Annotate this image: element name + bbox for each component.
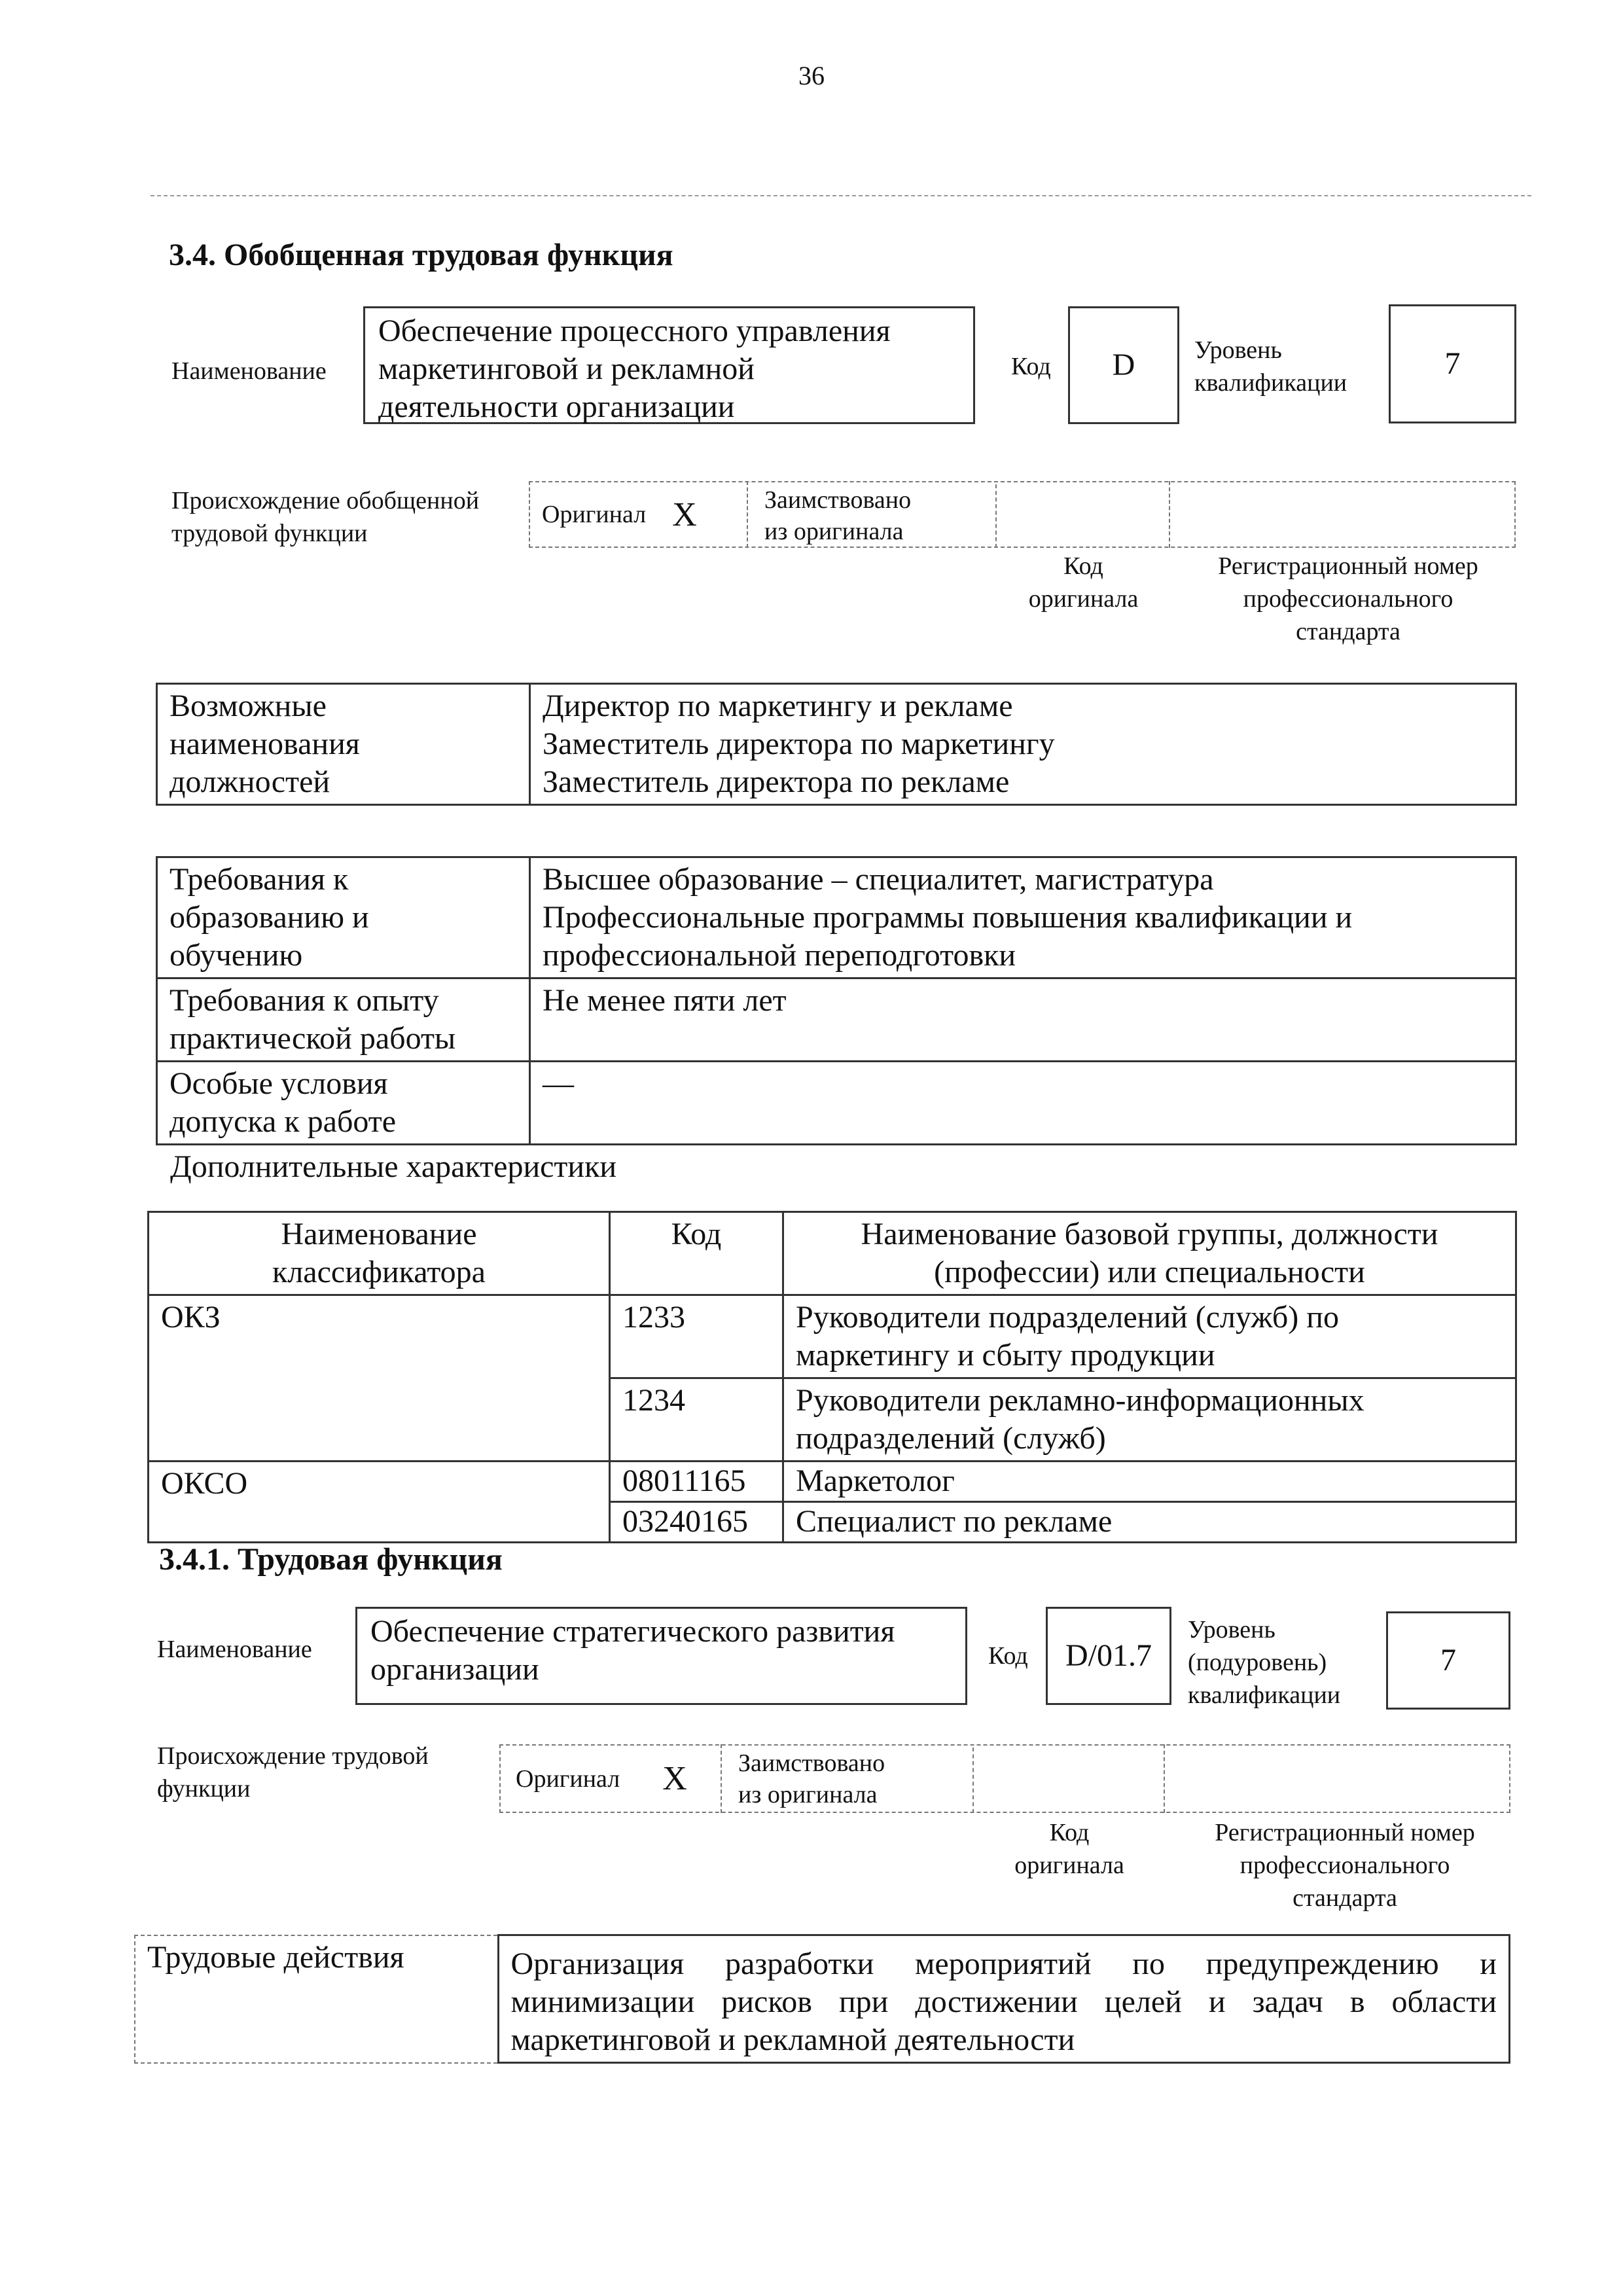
code-original-cell (997, 481, 1170, 548)
req-label (157, 857, 530, 978)
reg-number-caption (1175, 1816, 1515, 1914)
caption-line: Код (1049, 1819, 1090, 1846)
positions-values (530, 684, 1516, 805)
code-value: D/01.7 (1065, 1638, 1152, 1673)
borrowed-cell (722, 1748, 974, 1813)
table-row (157, 857, 1516, 978)
borrowed-line: из оригинала (738, 1781, 878, 1808)
level-value-box (1389, 304, 1516, 423)
position-item: Заместитель директора по маркетингу (543, 726, 1055, 761)
level-label (1188, 1613, 1340, 1712)
code-cell: 1234 (610, 1378, 783, 1462)
borrowed-line: из оригинала (764, 518, 904, 545)
extra-title: Дополнительные характеристики (170, 1149, 617, 1184)
header-line: классификатора (272, 1255, 486, 1289)
borrowed-line: Заимствовано (764, 486, 912, 514)
origin-label-line: функции (157, 1775, 251, 1803)
caption-line: стандарта (1296, 618, 1400, 645)
name-cell (783, 1502, 1516, 1543)
caption-line: оригинала (1028, 585, 1139, 613)
code-value: D (1112, 348, 1135, 382)
origin-label-line: Происхождение обобщенной (171, 487, 480, 514)
header-line: Наименование базовой группы, должности (861, 1217, 1438, 1251)
label-line: должностей (169, 764, 330, 799)
table-row (157, 684, 1516, 805)
code-value-box (1046, 1607, 1171, 1705)
level-label-line: Уровень (1188, 1616, 1275, 1643)
req-value (530, 978, 1516, 1062)
name-label: Наименование (157, 1636, 312, 1663)
classifier-cell: ОКЗ (149, 1295, 610, 1462)
level-label (1194, 334, 1347, 399)
subsection-title: 3.4.1. Трудовая функция (159, 1542, 503, 1577)
header-name (783, 1212, 1516, 1295)
value-line: — (543, 1066, 574, 1101)
label-line: Требования к (169, 862, 349, 897)
label-line: образованию и (169, 900, 369, 935)
header-code (610, 1212, 783, 1295)
level-label-line: квалификации (1194, 369, 1347, 397)
extra-table (147, 1211, 1517, 1543)
header-classifier (149, 1212, 610, 1295)
borrowed-line: Заимствовано (738, 1749, 885, 1777)
header-line: (профессии) или специальности (934, 1255, 1365, 1289)
original-label: Оригинал (542, 501, 647, 528)
code-original-caption (974, 1816, 1165, 1882)
tf-name-line: организации (370, 1652, 539, 1687)
original-mark: X (672, 495, 697, 533)
actions-table (134, 1934, 1510, 2064)
code-label: Код (1011, 353, 1051, 380)
caption-line: Регистрационный номер (1215, 1819, 1475, 1846)
gtf-name-line: деятельности организации (378, 389, 735, 424)
code-label: Код (988, 1642, 1028, 1670)
actions-label: Трудовые действия (135, 1935, 498, 2063)
name-cell (783, 1462, 1516, 1502)
caption-line: оригинала (1014, 1852, 1124, 1879)
borrowed-cell (748, 484, 997, 548)
table-row (149, 1462, 1516, 1502)
level-label-line: Уровень (1194, 336, 1282, 364)
label-line: наименования (169, 726, 360, 761)
level-value-box (1386, 1611, 1510, 1710)
table-row (157, 1062, 1516, 1145)
name-line: Специалист по рекламе (796, 1504, 1113, 1539)
position-item: Директор по маркетингу и рекламе (543, 689, 1013, 723)
level-label-line: (подуровень) (1188, 1649, 1327, 1676)
value-line: Не менее пяти лет (543, 983, 787, 1018)
classifier-cell: ОКСО (149, 1462, 610, 1543)
origin-label-line: Происхождение трудовой (157, 1742, 429, 1770)
label-line: Требования к опыту (169, 983, 439, 1018)
caption-line: Регистрационный номер (1218, 552, 1478, 580)
req-value (530, 857, 1516, 978)
tf-name-line: Обеспечение стратегического развития (370, 1614, 895, 1649)
name-cell (783, 1378, 1516, 1462)
code-cell: 1233 (610, 1295, 783, 1378)
code-value-box (1068, 306, 1179, 424)
page-number: 36 (798, 61, 825, 90)
name-line: подразделений (служб) (796, 1421, 1106, 1456)
table-row (149, 1295, 1516, 1378)
actions-text: Организация разработки мероприятий по предупреждению и минимизации рисков при достижении целей и задач в области маркетинговой и рекламной деятельности (498, 1935, 1510, 2063)
original-cell (499, 1744, 722, 1813)
caption-line: профессионального (1243, 585, 1454, 613)
header-line: Наименование (281, 1217, 477, 1251)
level-value: 7 (1444, 346, 1461, 381)
origin-label-line: трудовой функции (171, 520, 368, 547)
gtf-name-box (363, 306, 975, 424)
req-label (157, 1062, 530, 1145)
name-label: Наименование (171, 357, 327, 385)
code-cell: 08011165 (610, 1462, 783, 1502)
name-line: Руководители подразделений (служб) по (796, 1300, 1339, 1335)
divider (151, 195, 1531, 196)
name-line: Маркетолог (796, 1463, 955, 1498)
label-line: практической работы (169, 1021, 456, 1056)
reg-number-caption (1178, 550, 1518, 648)
positions-table (156, 683, 1517, 806)
table-row (157, 978, 1516, 1062)
caption-line: стандарта (1293, 1884, 1397, 1912)
label-line: Особые условия (169, 1066, 388, 1101)
caption-line: профессионального (1240, 1852, 1450, 1879)
positions-label (157, 684, 530, 805)
header-line: Код (671, 1217, 722, 1251)
name-line: Руководители рекламно-информационных (796, 1383, 1364, 1418)
code-cell: 03240165 (610, 1502, 783, 1543)
origin-label (171, 484, 479, 550)
label-line: Возможные (169, 689, 327, 723)
value-line: профессиональной переподготовки (543, 938, 1016, 973)
req-value (530, 1062, 1516, 1145)
level-value: 7 (1440, 1643, 1456, 1677)
name-line: маркетингу и сбыту продукции (796, 1338, 1215, 1372)
value-line: Высшее образование – специалитет, магистратура (543, 862, 1214, 897)
section-title: 3.4. Обобщенная трудовая функция (169, 238, 673, 272)
gtf-name-line: маркетинговой и рекламной (378, 351, 755, 386)
value-line: Профессиональные программы повышения квалификации и (543, 900, 1353, 935)
gtf-name-line: Обеспечение процессного управления (378, 314, 891, 348)
position-item: Заместитель директора по рекламе (543, 764, 1010, 799)
table-row (135, 1935, 1510, 2063)
original-label: Оригинал (516, 1765, 620, 1793)
label-line: допуска к работе (169, 1104, 397, 1139)
level-label-line: квалификации (1188, 1681, 1341, 1709)
code-original-caption (997, 550, 1170, 615)
tf-name-box (355, 1607, 967, 1705)
original-cell (529, 481, 748, 548)
name-cell (783, 1295, 1516, 1378)
origin-label (157, 1740, 429, 1805)
label-line: обучению (169, 938, 303, 973)
table-header-row (149, 1212, 1516, 1295)
original-mark: X (662, 1760, 687, 1797)
requirements-table (156, 856, 1517, 1145)
req-label (157, 978, 530, 1062)
caption-line: Код (1063, 552, 1103, 580)
code-original-cell (974, 1744, 1165, 1813)
